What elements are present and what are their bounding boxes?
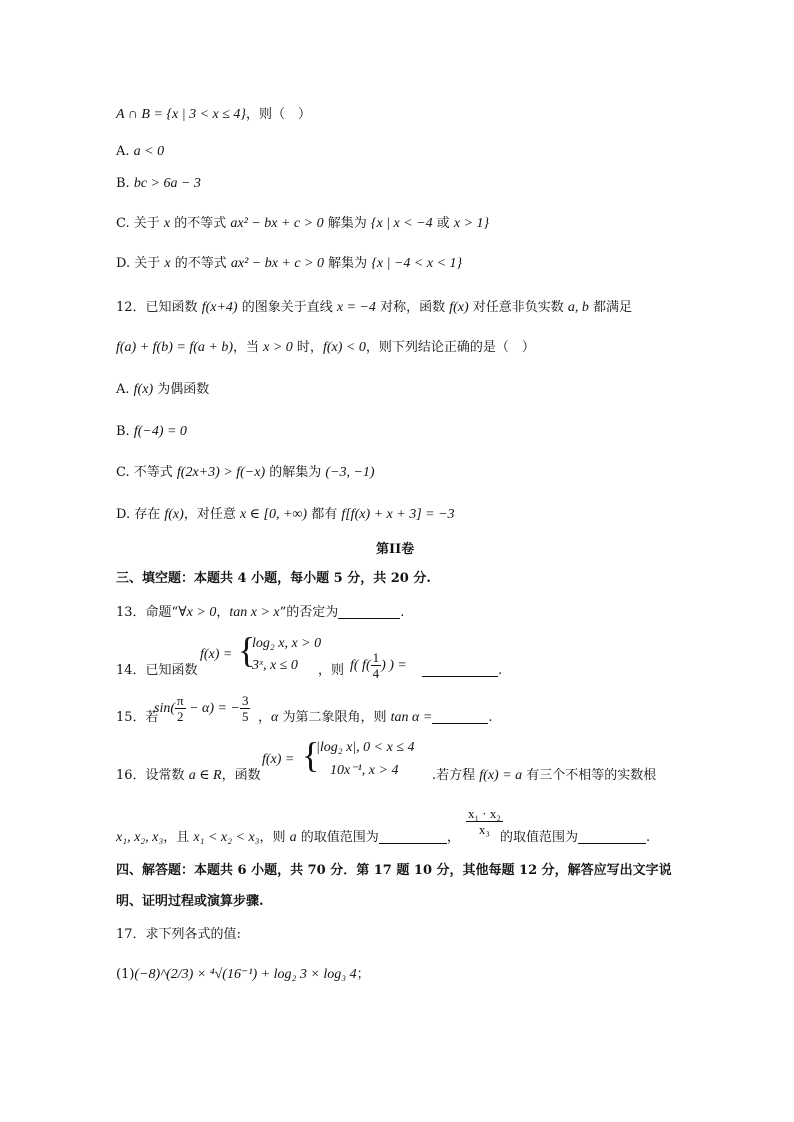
- q15-text: .: [488, 710, 493, 725]
- option-math: x ∈ [0, +∞): [239, 507, 308, 522]
- q12-line1: [116, 299, 632, 317]
- option-text: 的解集为: [265, 465, 326, 480]
- q16-ratio: [466, 806, 503, 837]
- q12-option-b: [116, 423, 187, 441]
- q13-text: .: [400, 605, 405, 620]
- option-math: bc > 6a − 3: [133, 176, 201, 191]
- q14-expr: [350, 650, 407, 681]
- q16-math: f(x) = a: [479, 768, 523, 783]
- q12-math: f(x) < 0: [322, 340, 366, 355]
- q12-text: 12．已知函数: [116, 300, 202, 315]
- q16-line1-tail: [432, 767, 656, 785]
- q13-text: 13．命题“: [116, 605, 179, 620]
- q15-expr: [154, 693, 250, 724]
- option-text: 关于: [134, 256, 165, 271]
- part-label: (1): [116, 967, 135, 982]
- q12-text: ，当: [232, 340, 264, 355]
- q15-math: sin(: [154, 701, 175, 716]
- option-label: C.: [116, 216, 130, 231]
- option-text: 不等式: [133, 465, 177, 480]
- q12-text: 都满足: [588, 300, 633, 315]
- option-math: a < 0: [133, 144, 165, 159]
- option-text: 的不等式: [170, 256, 231, 271]
- option-label: A.: [116, 382, 130, 397]
- option-set: x > 1}: [453, 216, 490, 231]
- option-label: D.: [116, 507, 131, 522]
- option-text: 解集为: [324, 256, 372, 271]
- q11-option-b: [116, 175, 201, 193]
- q12-math: f(a) + f(b) = f(a + b): [116, 340, 233, 355]
- q12-math: f(x): [449, 300, 469, 315]
- answer-blank: [578, 829, 646, 844]
- option-label: C.: [116, 465, 130, 480]
- option-var: x: [164, 256, 171, 271]
- q14-math: f( f(: [350, 658, 371, 673]
- option-label: D.: [116, 256, 131, 271]
- q14-fx: f(x) =: [200, 647, 233, 662]
- q13-text: ，: [216, 605, 230, 620]
- frac-num: π: [177, 693, 184, 708]
- q16-text: .若方程: [432, 768, 480, 783]
- q15-text: ，: [258, 710, 272, 725]
- q16-line2: [116, 829, 460, 847]
- section3-heading: 三、填空题：本题共 4 小题，每小题 5 分，共 20 分.: [116, 571, 431, 586]
- q11-option-a: [116, 143, 164, 161]
- q12-math: x > 0: [263, 340, 293, 355]
- frac-den: 2: [177, 709, 184, 724]
- q12-line2: [116, 339, 535, 357]
- answer-blank: [422, 662, 498, 677]
- q16-text: 16．设常数: [116, 768, 189, 783]
- q17-title: 17．求下列各式的值:: [116, 927, 241, 942]
- option-math: ax² − bx + c > 0: [230, 216, 324, 231]
- q11-text: ，则（ ）: [246, 107, 312, 122]
- q12-option-a: [116, 381, 209, 399]
- answer-blank: [379, 829, 447, 844]
- section4-heading-line2: 明、证明过程或演算步骤.: [116, 894, 264, 909]
- option-math: (−3, −1): [325, 465, 375, 480]
- q16-math: x₁ < x₂ < x₃: [193, 830, 260, 845]
- q12-text: 对称，函数: [375, 300, 450, 315]
- q12-text: 时，: [292, 340, 323, 355]
- q16-text: 的取值范围为: [500, 830, 579, 845]
- volume-title: 第II卷: [376, 542, 415, 557]
- option-text: 为偶函数: [153, 382, 210, 397]
- option-math: f(−4) = 0: [133, 424, 187, 439]
- q14-brace: {: [238, 630, 256, 670]
- option-label: A.: [116, 144, 130, 159]
- q14-math: ) ) =: [381, 658, 407, 673]
- q14-answer: [422, 662, 502, 680]
- q11-option-c: [116, 215, 489, 233]
- pi-fraction: [175, 693, 186, 724]
- option-math: f[f(x) + x + 3] = −3: [341, 507, 455, 522]
- frac-num: 1: [372, 650, 380, 665]
- q16-case1: |log₂ x|, 0 < x ≤ 4: [316, 740, 415, 755]
- q15-prefix: 15．若: [116, 710, 159, 725]
- q12-text: ，则下列结论正确的是（ ）: [365, 340, 535, 355]
- q16-math: a ∈ R: [188, 768, 222, 783]
- option-text: 都有: [307, 507, 342, 522]
- option-math: f(2x+3) > f(−x): [176, 465, 266, 480]
- option-set: {x | −4 < x < 1}: [371, 256, 463, 271]
- q15-math: − α) = −: [185, 701, 240, 716]
- frac-den: 4: [372, 666, 380, 681]
- option-text: 存在: [134, 507, 165, 522]
- section4-heading-line1: 四、解答题：本题共 6 小题，共 70 分．第 17 题 10 分，其他每题 12 分，解答应写出文字说: [116, 863, 672, 878]
- q14-prefix: 14．已知函数: [116, 663, 198, 678]
- option-math: f(x): [133, 382, 154, 397]
- q16-fx: f(x) =: [262, 752, 295, 767]
- q12-text: 对任意非负实数: [468, 300, 568, 315]
- q12-option-d: [116, 506, 455, 524]
- frac-num: x₁ · x₂: [468, 806, 501, 821]
- q13-text: ”的否定为: [279, 605, 339, 620]
- frac-num: 3: [241, 693, 249, 708]
- q16-math: a: [289, 830, 297, 845]
- q16-line2-tail: [500, 829, 650, 847]
- q15-math: tan α =: [390, 710, 433, 725]
- q11-condition: [116, 106, 311, 124]
- q12-math: x = −4: [336, 300, 376, 315]
- q16-text: ，且: [163, 830, 194, 845]
- q13-math: ∀x > 0: [178, 605, 217, 620]
- q16-case2: 10x⁻¹, x > 4: [330, 763, 399, 778]
- q16-line1: [116, 767, 261, 785]
- answer-blank: [432, 709, 488, 724]
- option-math: ax² − bx + c > 0: [230, 256, 325, 271]
- q12-text: 的图象关于直线: [237, 300, 337, 315]
- frac-den: 5: [241, 709, 249, 724]
- q12-math: a, b: [567, 300, 589, 315]
- q16-math: x₁, x₂, x₃: [116, 830, 164, 845]
- q16-text: 的取值范围为: [296, 830, 379, 845]
- q16-text: .: [646, 830, 651, 845]
- q14-mid: ，则: [318, 663, 345, 678]
- three-fifths: [240, 693, 251, 724]
- q16-text: 有三个不相等的实数根: [522, 768, 657, 783]
- q14-case2: 3ˣ, x ≤ 0: [252, 658, 298, 673]
- q11-set-math: A ∩ B = {x | 3 < x ≤ 4}: [116, 107, 247, 122]
- option-text: ，对任意: [183, 507, 240, 522]
- option-math: f(x): [164, 507, 184, 522]
- q16-text: ，函数: [221, 768, 261, 783]
- q17-part1: [116, 966, 370, 984]
- q16-text: ，: [446, 830, 460, 845]
- q13: [116, 604, 404, 622]
- q12-option-c: [116, 464, 375, 482]
- q14-case1: log₂ x, x > 0: [252, 636, 322, 651]
- option-label: B.: [116, 176, 130, 191]
- q14-text: .: [498, 663, 503, 678]
- option-text: 关于: [133, 216, 164, 231]
- q16-brace: {: [302, 735, 320, 775]
- q16-text: ，则: [259, 830, 290, 845]
- q17-text: ；: [356, 967, 370, 982]
- option-text: 的不等式: [170, 216, 231, 231]
- q17-math: (−8)^(2/3) × ⁴√(16⁻¹) + log₂ 3 × log₃ 4: [134, 967, 357, 982]
- q15-math: α: [271, 710, 279, 725]
- q11-option-d: [116, 255, 462, 273]
- q15-tail: [258, 709, 492, 727]
- q13-math: tan x > x: [229, 605, 280, 620]
- option-text: 解集为: [323, 216, 371, 231]
- q12-math: f(x+4): [201, 300, 238, 315]
- answer-blank: [338, 604, 400, 619]
- frac-den: x₃: [478, 822, 490, 837]
- ratio-fraction: [466, 806, 503, 837]
- option-text: 或: [432, 216, 454, 231]
- quarter-fraction: [371, 650, 382, 681]
- q15-text: 为第二象限角，则: [278, 710, 391, 725]
- option-label: B.: [116, 424, 130, 439]
- option-set: {x | x < −4: [370, 216, 433, 231]
- option-var: x: [163, 216, 171, 231]
